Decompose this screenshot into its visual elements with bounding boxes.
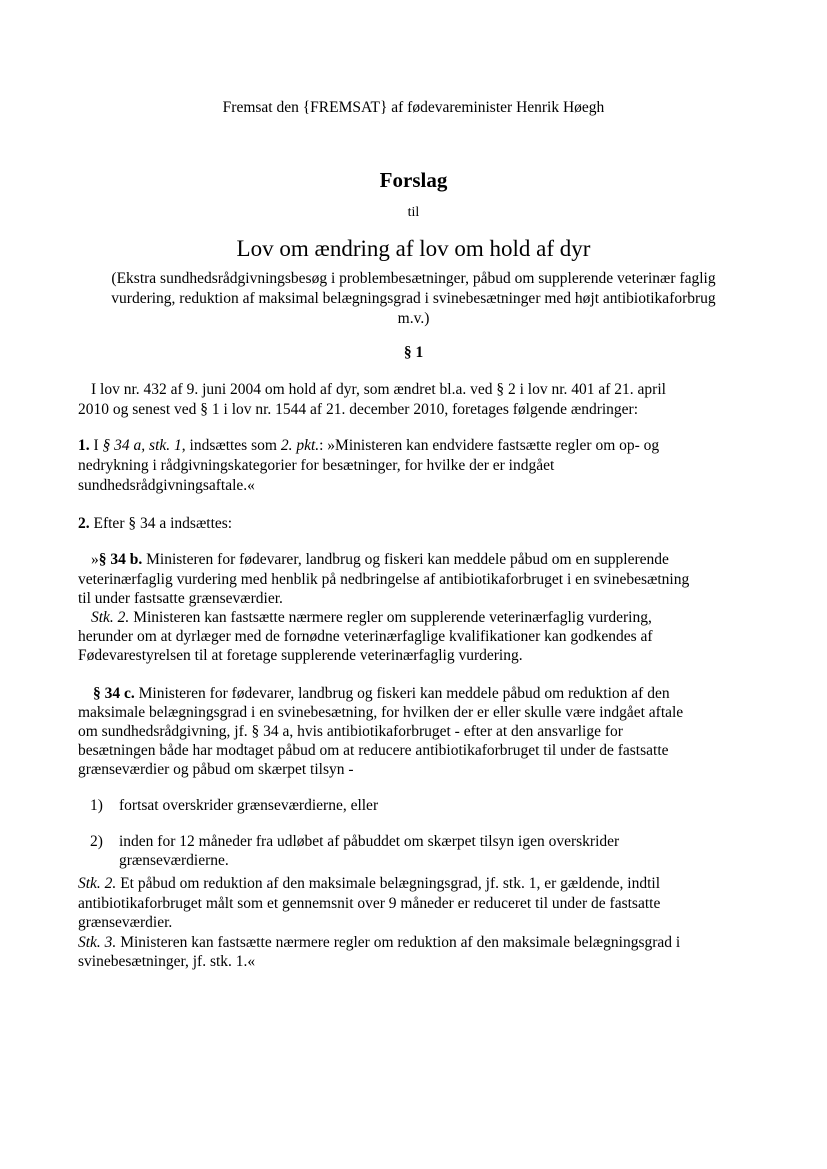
list-item-2-line-1: inden for 12 måneder fra udløbet af påbuddet om skærpet tilsyn igen overskrider xyxy=(119,833,620,850)
p34c-stk2-line-2: antibiotikaforbruget målt som et gennemsnit over 9 måneder er reduceret til under de fastsatte xyxy=(78,895,661,912)
subtitle-line-3: m.v.) xyxy=(397,310,430,327)
p34b-stk2-line-2: herunder om at dyrlæger med de fornødne veterinærfaglige kvalifikationer kan godkendes af xyxy=(78,628,653,645)
item1-line-2: nedrykning i rådgivningskategorier for besætninger, for hvilke der er indgået xyxy=(78,457,555,474)
item1-ref: § 34 a, stk. 1 xyxy=(102,437,182,454)
list-item-1-number: 1) xyxy=(90,797,103,814)
list-item-2-number: 2) xyxy=(90,833,103,850)
p34b-head: § 34 b. xyxy=(98,551,143,568)
item1-number: 1. xyxy=(78,437,90,454)
intro-line-1: I lov nr. 432 af 9. juni 2004 om hold af dyr, som ændret bl.a. ved § 2 i lov nr. 401 af 21. april xyxy=(91,381,666,398)
p34c-stk2-first-line xyxy=(78,874,660,893)
p34c-stk3-first: Ministeren kan fastsætte nærmere regler om reduktion af den maksimale belægningsgrad i xyxy=(120,934,681,951)
list-item-1-text: fortsat overskrider grænseværdierne, eller xyxy=(119,797,379,814)
item1-mid: , indsættes som xyxy=(181,437,277,454)
p34b-lead-quote: » xyxy=(91,551,99,568)
p34c-line-3: om sundhedsrådgivning, jf. § 34 a, hvis antibiotikaforbruget - efter at den ansvarlige for xyxy=(78,723,623,740)
p34c-line-5: grænseværdier og påbud om skærpet tilsyn - xyxy=(78,761,354,778)
p34b-stk2-line-3: Fødevarestyrelsen til at foretage supplerende veterinærfaglig vurdering. xyxy=(78,647,523,664)
p34b-first-line xyxy=(91,550,669,569)
til-label: til xyxy=(407,205,420,220)
fremsat-line: Fremsat den {FREMSAT} af fødevareminister Henrik Høegh xyxy=(222,99,605,116)
list-item-2-line-2: grænseværdierne. xyxy=(119,852,229,869)
item1-first-line xyxy=(78,436,750,455)
p34b-line-3: til under fastsatte grænseværdier. xyxy=(78,590,283,607)
p34c-stk2-first: Et påbud om reduktion af den maksimale belægningsgrad, jf. stk. 1, er gældende, indtil xyxy=(120,875,661,892)
p34c-first: Ministeren for fødevarer, landbrug og fiskeri kan meddele påbud om reduktion af den xyxy=(138,685,670,702)
p34b-stk2-label: Stk. 2. xyxy=(91,609,130,626)
p34c-line-2: maksimale belægningsgrad i en svinebesætning, for hvilken der er eller skulle være indgået aftale xyxy=(78,704,684,721)
item1-pre: I xyxy=(93,437,99,454)
item1-line-3: sundhedsrådgivningsaftale.« xyxy=(78,477,255,494)
p34b-first: Ministeren for fødevarer, landbrug og fiskeri kan meddele påbud om en supplerende xyxy=(146,551,669,568)
intro-line-2: 2010 og senest ved § 1 i lov nr. 1544 af 21. december 2010, foretages følgende ændringer: xyxy=(78,401,639,418)
p34b-line-2: veterinærfaglig vurdering med henblik på nedbringelse af antibiotikaforbruget i en svinebesætning xyxy=(78,571,690,588)
section-sign: § 1 xyxy=(403,344,424,361)
p34c-line-4: besætningen både har modtaget påbud om at reducere antibiotikaforbruget til under de fastsatte xyxy=(78,742,669,759)
forslag-title: Forslag xyxy=(379,168,448,192)
p34b-stk2-first-line xyxy=(91,608,652,627)
law-title: Lov om ændring af lov om hold af dyr xyxy=(236,236,591,261)
p34c-head: § 34 c. xyxy=(93,685,135,702)
item1-pkt: 2. pkt. xyxy=(280,437,320,454)
p34c-stk3-first-line xyxy=(78,933,680,952)
p34c-stk3-label: Stk. 3. xyxy=(78,934,117,951)
item2-line xyxy=(78,514,750,533)
p34c-stk3-line-2: svinebesætninger, jf. stk. 1.« xyxy=(78,953,256,970)
item2-text: Efter § 34 a indsættes: xyxy=(93,515,233,532)
subtitle-line-1: (Ekstra sundhedsrådgivningsbesøg i problembesætninger, påbud om supplerende veterinær faglig xyxy=(111,270,716,287)
p34b-stk2-first: Ministeren kan fastsætte nærmere regler om supplerende veterinærfaglig vurdering, xyxy=(133,609,652,626)
subtitle-line-2: vurdering, reduktion af maksimal belægningsgrad i svinebesætninger med højt antibiotikaforbrug xyxy=(111,290,716,307)
item2-number: 2. xyxy=(78,515,90,532)
p34c-stk2-label: Stk. 2. xyxy=(78,875,117,892)
p34c-stk2-line-3: grænseværdier. xyxy=(78,914,173,931)
item1-rest: : »Ministeren kan endvidere fastsætte regler om op- og xyxy=(319,437,660,454)
p34c-first-line xyxy=(93,684,670,703)
